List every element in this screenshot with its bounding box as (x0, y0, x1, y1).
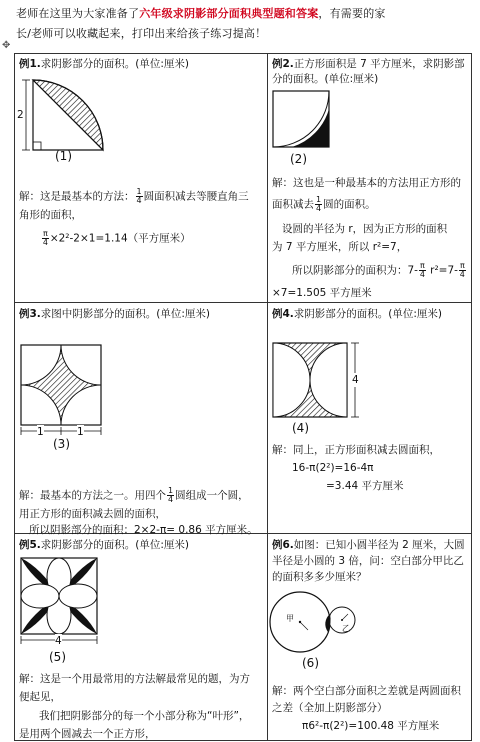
figure-4 (268, 303, 472, 533)
region-label-jia: 甲 (286, 614, 294, 623)
example-6-title: 例6.如图：已知小圆半径为 2 厘米，大圆 (272, 539, 465, 551)
example-1-title: 例1.求阴影部分的面积。(单位:厘米) (19, 58, 190, 70)
solution-line: 解：同上，正方形面积减去圆面积， (272, 444, 440, 456)
figure-caption: (1) (55, 149, 72, 163)
solution-line: 是用两个圆减去一个正方形， (19, 728, 156, 740)
solution-formula: =3.44 平方厘米 (326, 480, 404, 492)
examples-table (14, 53, 472, 741)
example-4-cell (268, 303, 472, 533)
figure-caption: (5) (49, 650, 66, 664)
example-6-cell (268, 534, 472, 742)
figure-caption: (2) (290, 152, 307, 166)
intro-highlight: 六年级求阴影部分面积典型题和答案 (139, 7, 319, 20)
solution-formula: π6²-π(2²)=100.48 平方厘米 (302, 720, 440, 732)
dimension-label: 1 (37, 426, 44, 438)
figure-caption: (6) (302, 656, 319, 670)
solution-line: 解：两个空白部分面积之差就是两圆面积 (272, 685, 461, 697)
figure-caption: (4) (292, 421, 309, 435)
intro-paragraph (16, 4, 471, 44)
solution-line: 解：这也是一种最基本的方法用正方形的 (272, 177, 461, 189)
example-1-cell (15, 54, 267, 302)
example-3-title: 例3.求图中阴影部分的面积。(单位:厘米) (19, 308, 211, 320)
solution-line: 所以阴影部分的面积：2×2-π= 0.86 平方厘米。 (29, 524, 258, 536)
intro-text: 老师在这里为大家准备了 (16, 7, 140, 20)
table-move-handle-icon[interactable]: ✥ (2, 40, 11, 51)
solution-line: 便起见， (19, 691, 61, 703)
example-5-cell (15, 534, 267, 742)
dimension-label: 4 (55, 635, 62, 647)
solution-line: 之差（全加上阴影部分） (272, 702, 388, 714)
solution-formula: 所以阴影部分的面积为：7- $\frac{\pi}{4}$ r²=7- $\frac{\pi}{4}$ (292, 261, 465, 279)
solution-line: 用正方形的面积减去圆的面积， (19, 508, 166, 520)
solution-line: 面积减去 $\frac{1}{4}$ 圆的面积。 (272, 195, 376, 213)
solution-formula: $\frac{\pi}{4}$ ×2²-2×1=1.14（平方厘米） (42, 229, 191, 247)
example-2-title: 例2.正方形面积是 7 平方厘米，求阴影部 (272, 58, 465, 70)
solution-line: ×7=1.505 平方厘米 (272, 287, 372, 299)
example-4-title: 例4.求阴影部分的面积。(单位:厘米) (272, 308, 443, 320)
example-5-title: 例5.求阴影部分的面积。(单位:厘米) (19, 539, 190, 551)
example-2-cell (268, 54, 472, 302)
region-label-yi: 乙 (342, 624, 350, 633)
solution-line: 我们把阴影部分的每一个小部分称为“叶形”， (39, 710, 250, 722)
dimension-label: 2 (17, 109, 24, 121)
example-6-title: 半径是小圆的 3 倍，问：空白部分甲比乙 (272, 555, 464, 567)
figure-1 (15, 54, 267, 302)
solution-line: 角形的面积， (19, 209, 82, 221)
solution-line: 解：这是最基本的方法： $\frac{1}{4}$ 圆面积减去等腰直角三 (19, 187, 249, 205)
solution-formula: 16-π(2²)=16-4π (292, 462, 374, 474)
example-3-cell (15, 303, 267, 536)
intro-text: 长/老师可以收藏起来，打印出来给孩子练习提高！ (16, 27, 267, 40)
solution-line: 解：这是一个用最常用的方法解最常见的题，为方 (19, 673, 250, 685)
figure-caption: (3) (53, 437, 70, 451)
solution-line: 解：最基本的方法之一。用四个 $\frac{1}{4}$ 圆组成一个圆， (19, 486, 249, 504)
solution-line: 为 7 平方厘米，所以 r²=7， (272, 241, 408, 253)
dimension-label: 4 (352, 374, 359, 386)
intro-text: ，有需要的家 (318, 7, 386, 20)
example-2-title: 分的面积。(单位:厘米) (272, 73, 379, 85)
example-6-title: 的面积多多少厘米？ (272, 571, 367, 583)
dimension-label: 1 (77, 426, 84, 438)
solution-line: 设圆的半径为 r，因为正方形的面积 (282, 223, 448, 235)
